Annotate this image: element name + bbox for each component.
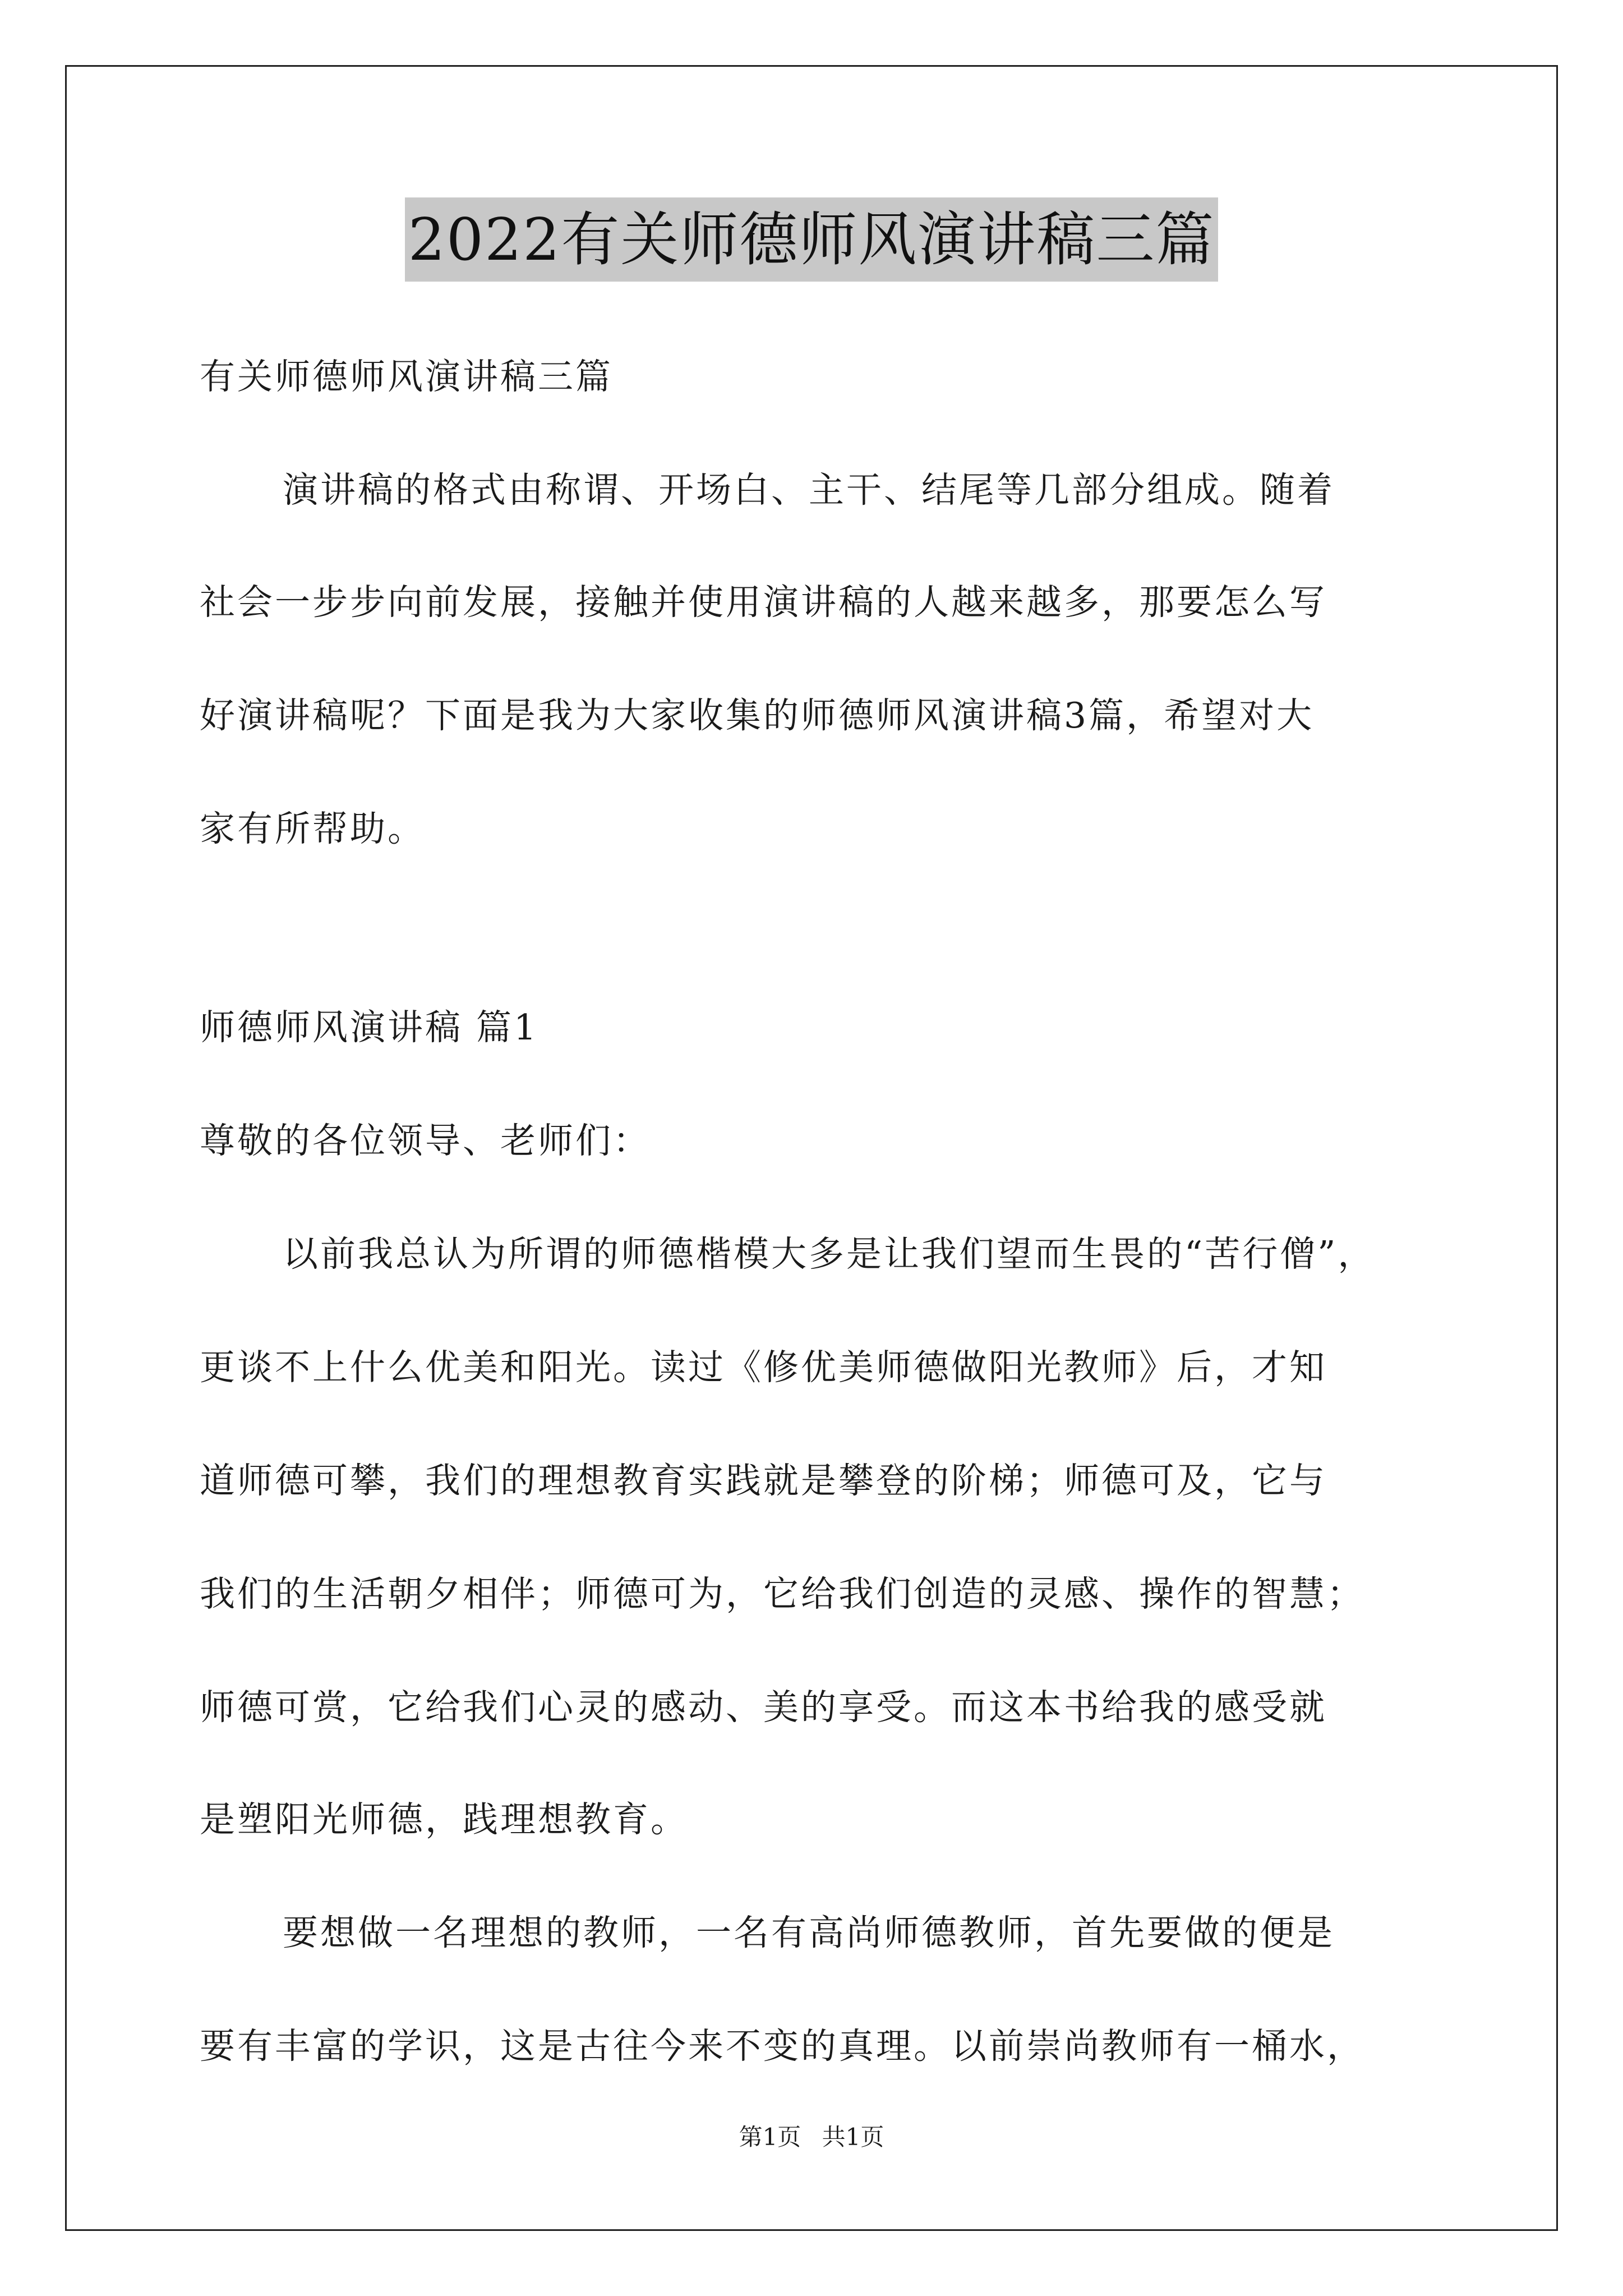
paragraph2-line-2: 要有丰富的学识，这是古往今来不变的真理。以前崇尚教师有一桶水， [200, 2026, 1364, 2067]
document-title: 2022有关师德师风演讲稿三篇 [405, 197, 1219, 282]
paragraph1-line-2: 更谈不上什么优美和阳光。读过《修优美师德做阳光教师》后，才知 [200, 1347, 1327, 1388]
page-number-current: 第1页 [739, 2123, 801, 2151]
paragraph1-line-1: 以前我总认为所谓的师德楷模大多是让我们望而生畏的“苦行僧”， [283, 1234, 1376, 1274]
title-container [0, 197, 1623, 282]
page-number-total: 共1页 [822, 2123, 884, 2151]
paragraph2-line-1: 要想做一名理想的教师，一名有高尚师德教师，首先要做的便是 [283, 1912, 1335, 1953]
paragraph1-line-3: 道师德可攀，我们的理想教育实践就是攀登的阶梯；师德可及，它与 [200, 1460, 1327, 1501]
section-heading: 师德师风演讲稿 篇1 [200, 1007, 539, 1048]
paragraph1-line-6: 是塑阳光师德，践理想教育。 [200, 1799, 688, 1840]
intro-line-1: 演讲稿的格式由称谓、开场白、主干、结尾等几部分组成。随着 [283, 470, 1335, 510]
salutation: 尊敬的各位领导、老师们： [200, 1120, 651, 1161]
intro-line-2: 社会一步步向前发展，接触并使用演讲稿的人越来越多，那要怎么写 [200, 582, 1327, 623]
document-subtitle: 有关师德师风演讲稿三篇 [200, 356, 613, 397]
paragraph1-line-5: 师德可赏，它给我们心灵的感动、美的享受。而这本书给我的感受就 [200, 1687, 1327, 1728]
intro-line-3: 好演讲稿呢？下面是我为大家收集的师德师风演讲稿3篇，希望对大 [200, 695, 1315, 736]
paragraph1-line-4: 我们的生活朝夕相伴；师德可为，它给我们创造的灵感、操作的智慧； [200, 1573, 1364, 1614]
page-footer [0, 2120, 1623, 2154]
intro-line-4: 家有所帮助。 [200, 808, 425, 849]
